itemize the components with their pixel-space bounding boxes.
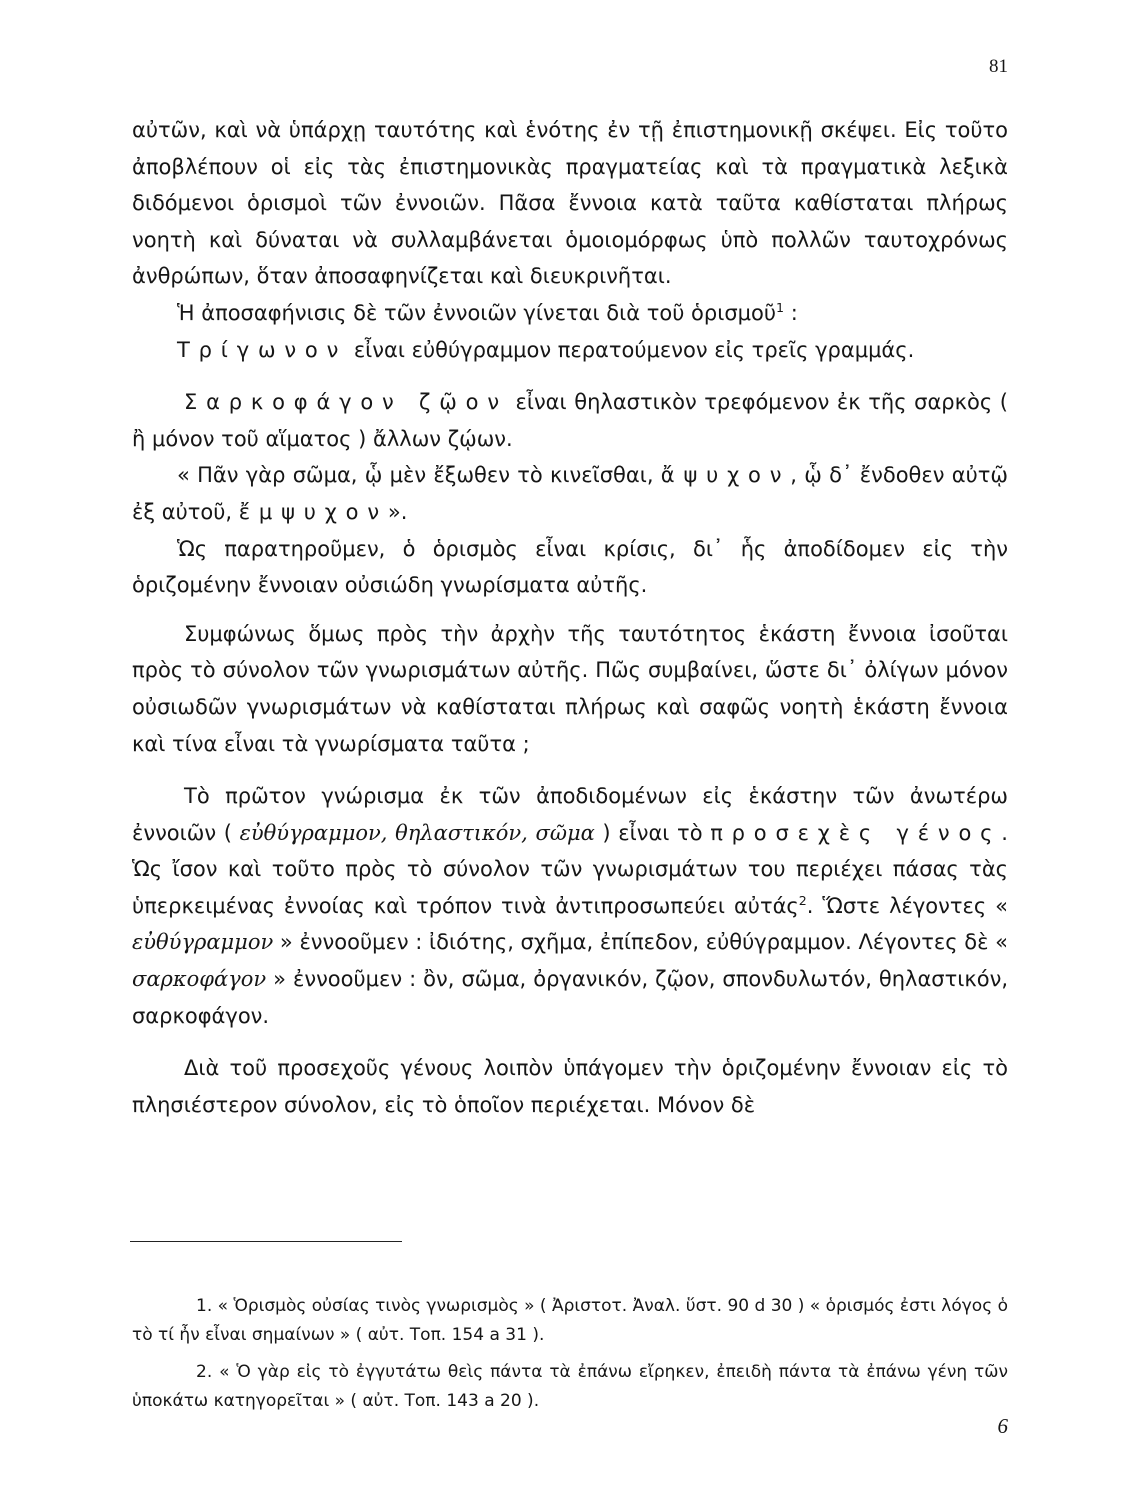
quotation-part-c: ». <box>387 499 408 524</box>
spaced-term-proseches-genos: προσεχὲς γένος <box>710 820 1002 845</box>
paragraph-2 <box>132 295 1008 332</box>
signature-mark: 6 <box>997 1414 1008 1438</box>
genus-part-f: » ἐννοοῦμεν : ὂν, σῶμα, ὀργανικόν, ζῷον, σπονδυλωτόν, θηλαστικόν, σαρκοφάγον. <box>132 967 1008 1028</box>
paragraph-2-text: Ἡ ἀποσαφήνισις δὲ τῶν ἐννοιῶν γίνεται διὰ τοῦ ὁρισμοῦ <box>177 300 777 325</box>
definition-carnivore-text: εἶναι θηλαστικὸν τρεφόμενον ἐκ τῆς σαρκὸς ( ἢ μόνον τοῦ αἵματος ) ἄλλων ζῴων. <box>132 390 1008 451</box>
definition-triangle <box>132 332 1008 369</box>
paragraph-observation: Ὡς παρατηροῦμεν, ὁ ὁρισμὸς εἶναι κρίσις, δι᾽ ἧς ἀποδίδομεν εἰς τὴν ὁριζομένην ἔννοιαν οὐσιώδη γνωρίσματα αὐτῆς. <box>132 536 1008 598</box>
footnote-1: 1. « Ὁρισμὸς οὐσίας τινὸς γνωρισμὸς » ( Ἀριστοτ. Ἀναλ. ὕστ. 90 d 30 ) « ὁρισμός ἐστι λόγος ὁ τὸ τί ἦν εἶναι σημαίνων » ( αὐτ. Τοπ. 154 a 31 ). <box>132 1296 1008 1345</box>
paragraph-2-colon: : <box>784 300 798 325</box>
italic-examples: εὐθύγραμμον, θηλαστικόν, σῶμα <box>239 820 595 845</box>
italic-sarkofagon: σαρκοφάγον <box>132 967 267 992</box>
spaced-term-apsychon: ἄψυχον <box>660 463 791 488</box>
genus-part-d: . Ὥστε λέγοντες « <box>806 893 1008 918</box>
spaced-term-trigonon: Τρίγωνον <box>177 337 348 362</box>
paragraph-1: αὐτῶν, καὶ νὰ ὑπάρχῃ ταυτότης καὶ ἑνότης ἐν τῇ ἐπιστημονικῇ σκέψει. Εἰς τοῦτο ἀποβλέπουν οἱ εἰς τὰς ἐπιστημονικὰς πραγματείας καὶ τὰ πραγματικὰ λεξικὰ διδόμενοι ὁρισμοὶ τῶν ἐννοιῶν. Πᾶσα ἔννοια κατὰ ταῦτα καθίσταται πλήρως νοητὴ καὶ δύναται νὰ συλλαμβάνεται ὁμοιομόρφως ὑπὸ πολλῶν ταυτοχρόνως ἀνθρώπων, ὅταν ἀποσαφηνίζεται καὶ διευκρινῆται. <box>132 118 1008 289</box>
quotation-part-b: , ᾧ δ᾽ ἔνδοθεν αὐτῷ ἐξ αὐτοῦ, <box>132 463 1008 524</box>
footnote-ref-1: 1 <box>776 299 785 315</box>
genus-part-e: » ἐννοοῦμεν : ἰδιότης, σχῆμα, ἐπίπεδον, εὐθύγραμμον. Λέγοντες δὲ « <box>273 930 1008 955</box>
paragraph-genus <box>132 778 1008 1034</box>
spaced-term-empsychon: ἔμψυχον <box>238 499 388 524</box>
paragraph-closing: Διὰ τοῦ προσεχοῦς γένους λοιπὸν ὑπάγομεν τὴν ὁριζομένην ἔννοιαν εἰς τὸ πλησιέστερον σύνολον, εἰς τὸ ὁποῖον περιέχεται. Μόνον δὲ <box>132 1056 1008 1117</box>
italic-eythygrammon: εὐθύγραμμον <box>132 930 274 955</box>
quotation-aristotle <box>132 457 1008 530</box>
quotation-part-a: « Πᾶν γὰρ σῶμα, ᾧ μὲν ἔξωθεν τὸ κινεῖσθαι, <box>177 463 661 488</box>
definition-carnivore <box>132 384 1008 457</box>
page-number: 81 <box>989 56 1008 77</box>
paragraph-identity: Συμφώνως ὅμως πρὸς τὴν ἀρχὴν τῆς ταυτότητος ἑκάστη ἔννοια ἰσοῦται πρὸς τὸ σύνολον τῶν γνωρισμάτων αὐτῆς. Πῶς συμβαίνει, ὥστε δι᾽ ὀλίγων μόνον οὐσιωδῶν γνωρισμάτων νὰ καθίσταται πλήρως καὶ σαφῶς νοητὴ ἑκάστη ἔννοια καὶ τίνα εἶναι τὰ γνωρίσματα ταῦτα ; <box>132 621 1008 756</box>
footnotes <box>132 1292 1008 1415</box>
footnote-ref-2: 2 <box>798 892 807 908</box>
footnote-divider <box>130 1241 402 1242</box>
footnote-2: 2. « Ὁ γὰρ εἰς τὸ ἐγγυτάτω θεὶς πάντα τὰ ἐπάνω εἴρηκεν, ἐπειδὴ πάντα τὰ ἐπάνω γένη τῶν ὑποκάτω κατηγορεῖται » ( αὐτ. Τοπ. 143 a 20 ). <box>132 1362 1008 1411</box>
genus-part-a: Τὸ πρῶτον γνώρισμα ἐκ τῶν ἀποδιδομένων εἰς ἑκάστην τῶν ἀνωτέρω ἐννοιῶν ( <box>132 784 1008 845</box>
genus-part-b: ) εἶναι τὸ <box>594 820 711 845</box>
main-text <box>132 112 1008 1123</box>
definition-triangle-text: εἶναι εὐθύγραμμον περατούμενον εἰς τρεῖς γραμμάς. <box>347 337 915 362</box>
spaced-term-sarkofagon-zoon: Σαρκοφάγον ζῷον <box>184 390 508 415</box>
genus-part-c: . Ὡς ἴσον καὶ τοῦτο πρὸς τὸ σύνολον τῶν γνωρισμάτων του περιέχει πάσας τὰς ὑπερκειμένας ἐννοίας καὶ τρόπον τινὰ ἀντιπροσωπεύει αὐτάς <box>132 820 1008 918</box>
